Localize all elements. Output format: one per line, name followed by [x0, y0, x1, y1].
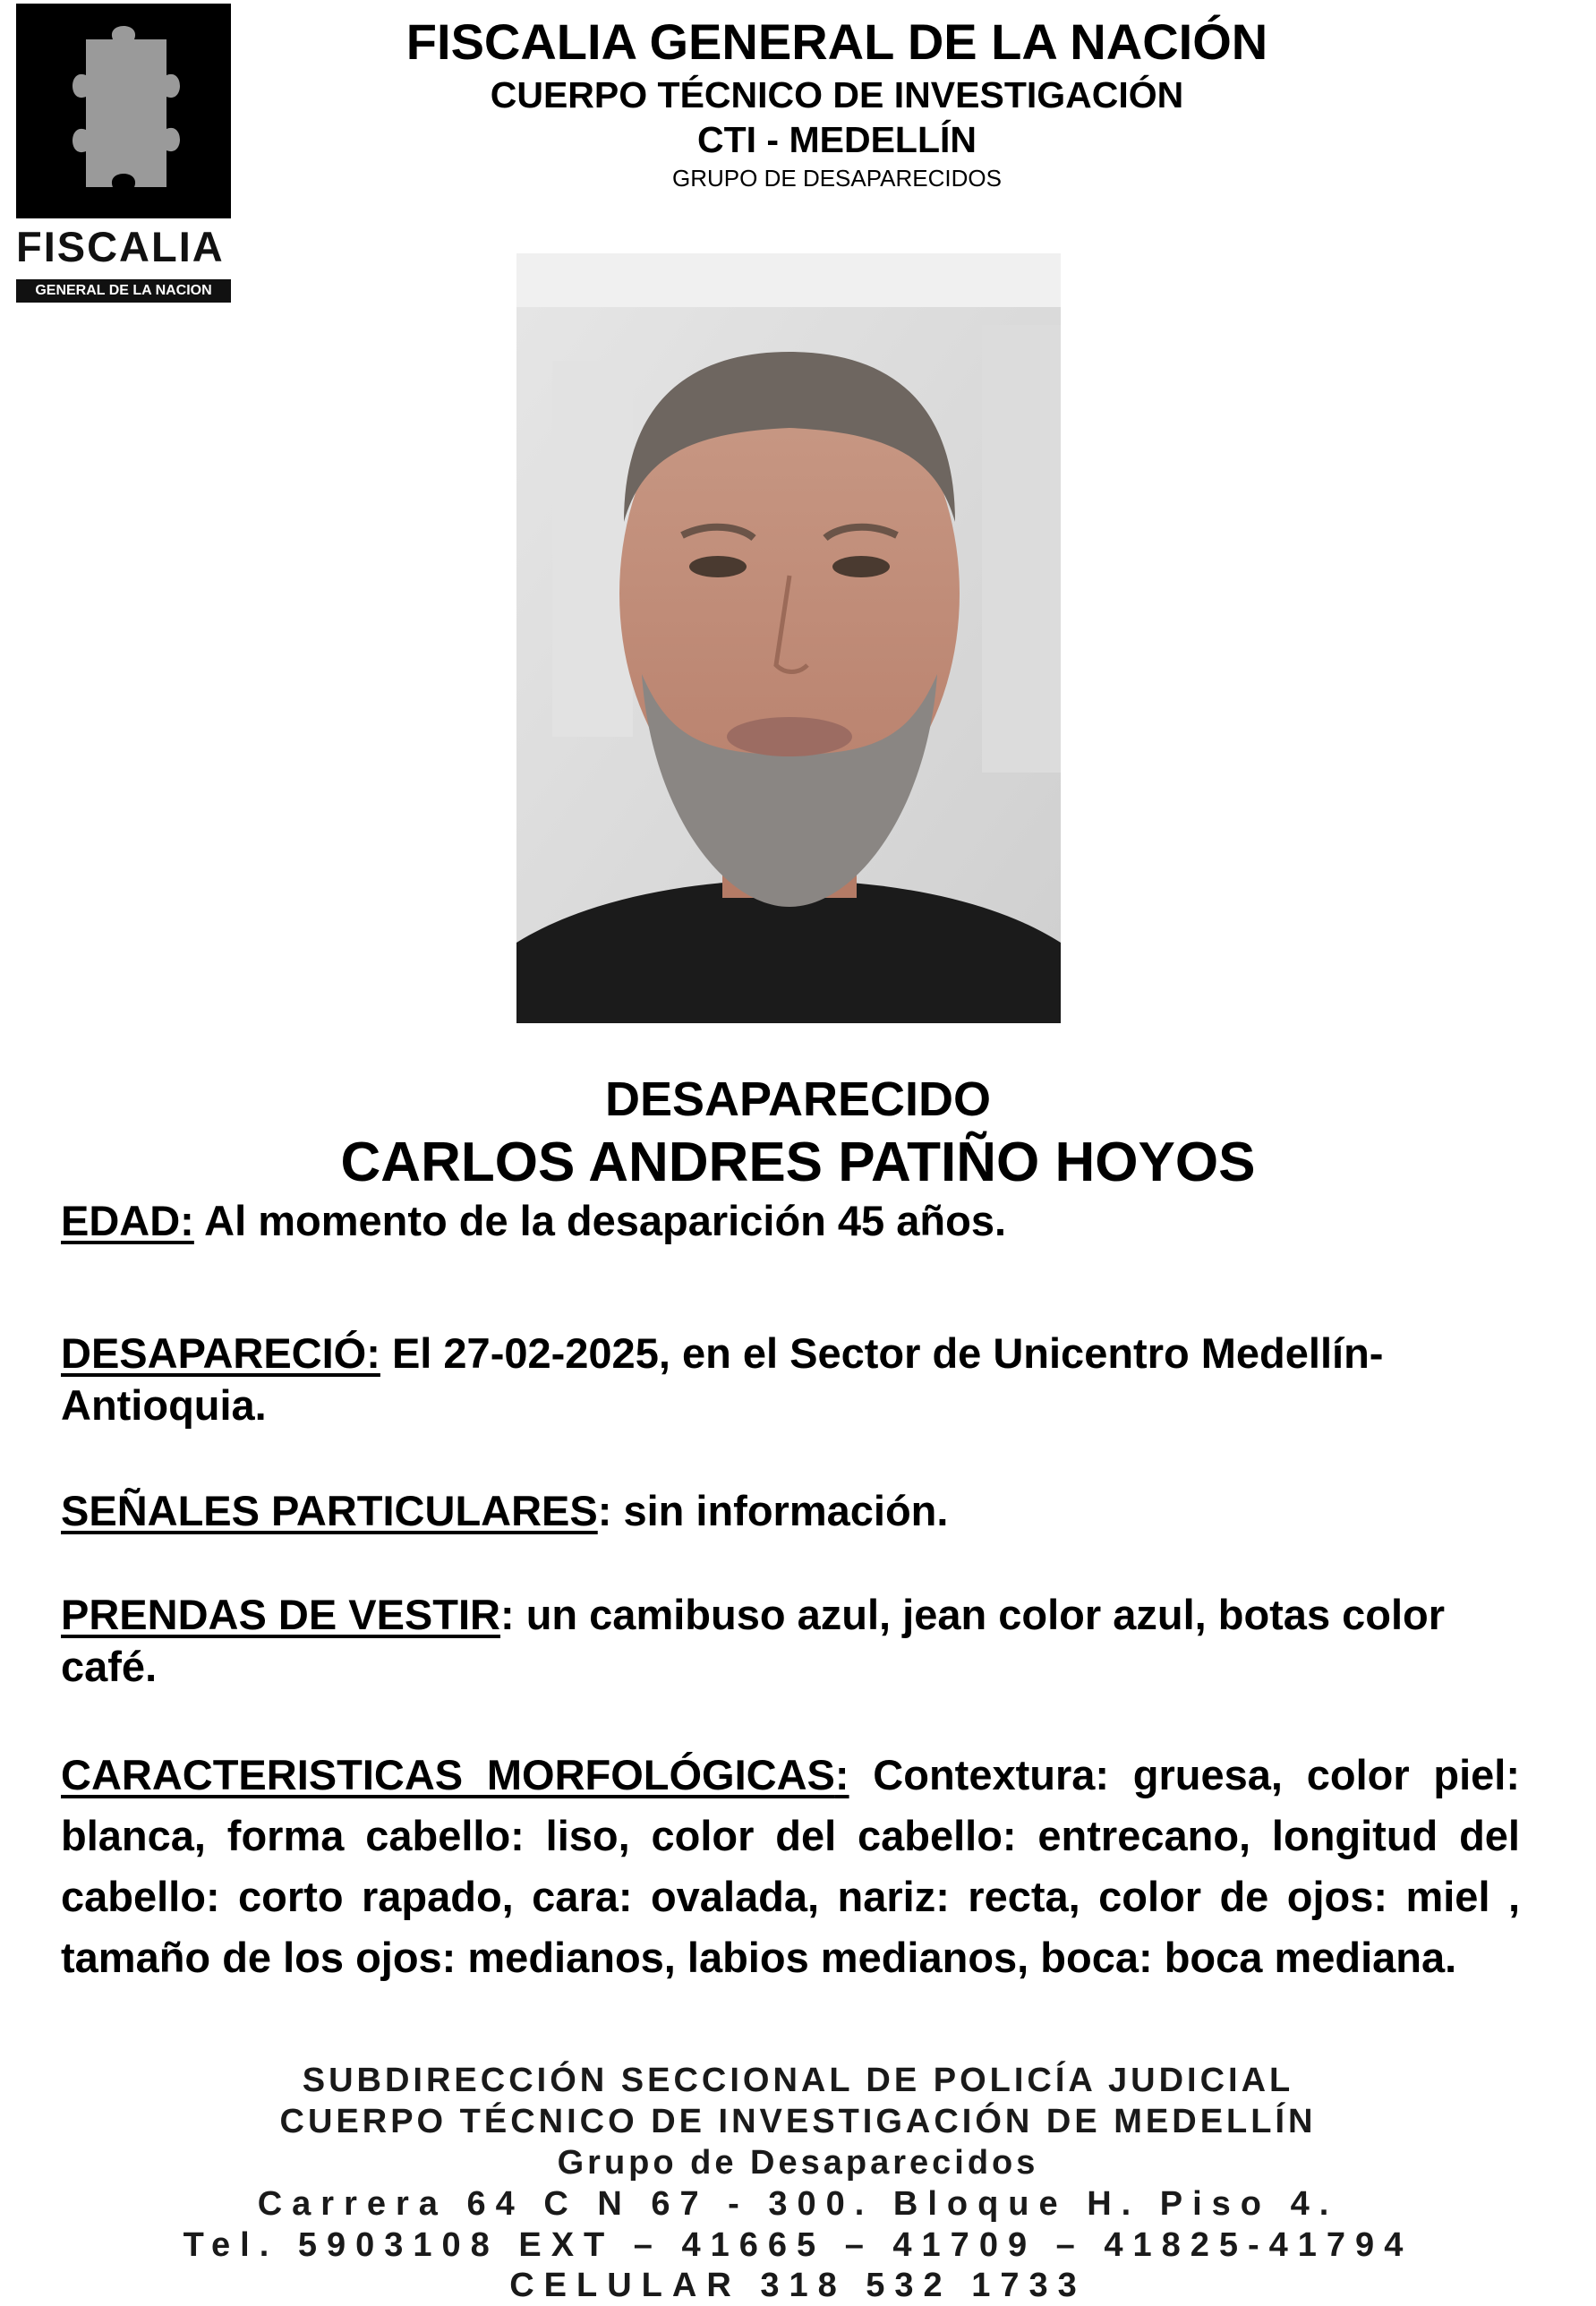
disappeared-paragraph [61, 1328, 1520, 1431]
logo-wordmark: FISCALIA [16, 223, 225, 270]
portrait-photo-icon [516, 253, 1061, 1023]
disappeared-text: El 27-02-2025, en el Sector de Unicentro Medellín-Antioquia. [61, 1329, 1384, 1429]
morphology-paragraph [61, 1745, 1520, 1988]
header-title: FISCALIA GENERAL DE LA NACIÓN [405, 13, 1268, 70]
header-subtitle: CUERPO TÉCNICO DE INVESTIGACIÓN [490, 74, 1184, 115]
marks-text: : sin información. [597, 1487, 949, 1534]
footer-line-3: Grupo de Desaparecidos [557, 2144, 1039, 2182]
footer-address: Carrera 64 C N 67 - 300. Bloque H. Piso 4. [257, 2185, 1339, 2223]
puzzle-logo-icon [16, 4, 231, 218]
fiscalia-logo [16, 4, 231, 306]
marks-label: SEÑALES PARTICULARES [61, 1487, 598, 1534]
logo-subtitle: GENERAL DE LA NACION [16, 279, 231, 303]
person-name: CARLOS ANDRES PATIÑO HOYOS [340, 1132, 1256, 1193]
footer-phone: Tel. 5903108 EXT – 41665 – 41709 – 41825-41794 [183, 2226, 1413, 2264]
age-text: Al momento de la desaparición 45 años. [193, 1197, 1007, 1244]
footer-mobile: CELULAR 318 532 1733 [509, 2267, 1087, 2304]
clothing-paragraph [61, 1589, 1520, 1693]
footer-line-1: SUBDIRECCIÓN SECCIONAL DE POLICÍA JUDICIAL [302, 2062, 1294, 2099]
clothing-text: : un camibuso azul, jean color azul, botas color café. [61, 1591, 1446, 1690]
footer-line-2: CUERPO TÉCNICO DE INVESTIGACIÓN DE MEDELLÍN [279, 2103, 1317, 2140]
header-office: CTI - MEDELLÍN [696, 119, 977, 160]
marks-paragraph [61, 1485, 1520, 1537]
age-label: EDAD: [61, 1197, 194, 1244]
morphology-text: Contextura: gruesa, color piel: blanca, forma cabello: liso, color del cabello: entrecano, longitud del cabello: corto rapado, cara: ovalada, nariz: recta, color de ojos: miel , tamaño de los ojos: medianos, labios medianos, boca: boca mediana. [61, 1751, 1520, 1981]
disappeared-label: DESAPARECIÓ: [61, 1329, 380, 1377]
status-heading: DESAPARECIDO [604, 1072, 992, 1126]
clothing-label: PRENDAS DE VESTIR [61, 1591, 500, 1638]
age-paragraph [61, 1195, 1520, 1247]
header-group: GRUPO DE DESAPARECIDOS [672, 165, 1002, 192]
morphology-colon: : [834, 1751, 849, 1798]
morphology-label: CARACTERISTICAS MORFOLÓGICAS [61, 1751, 835, 1798]
